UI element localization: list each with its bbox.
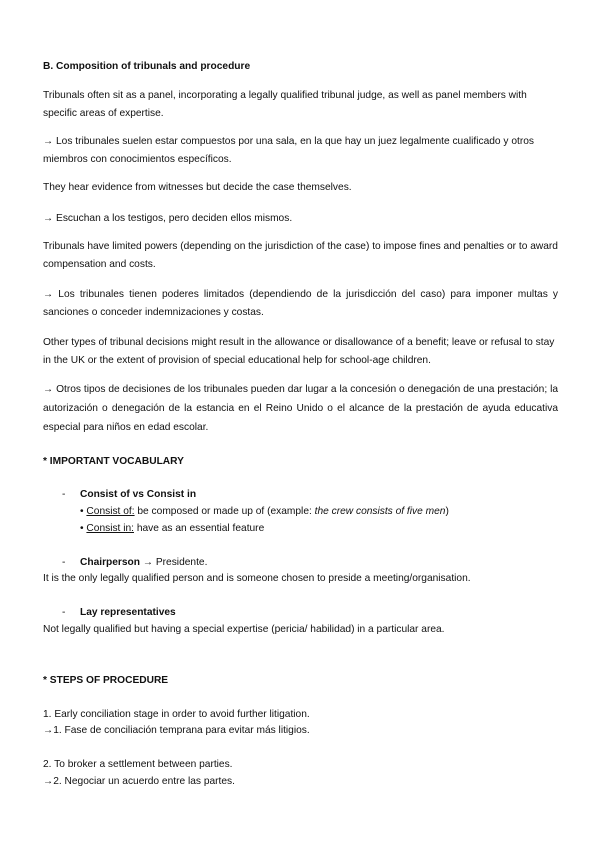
consist-of-text: be composed or made up of (example:: [134, 506, 315, 517]
paragraph-es-2: → Escuchan a los testigos, pero deciden ellos mismos.: [43, 213, 293, 224]
paragraph-es-4: → Otros tipos de decisiones de los tribunales pueden dar lugar a la concesión o denegación de una prestación; la autorización o denegación de la estancia en el Reino Unido o el alcance de la prestación de ayuda educativa especial para niños en edad escolar.: [43, 384, 558, 433]
steps-heading: * STEPS OF PROCEDURE: [43, 675, 169, 686]
dash-marker: -: [62, 557, 66, 568]
consist-in-line: [80, 520, 264, 537]
consist-in-label: Consist in:: [86, 523, 134, 534]
paragraph-es-1: → Los tribunales suelen estar compuestos por una sala, en la que hay un juez legalmente cualificado y otros miembros con conocimientos específicos.: [43, 136, 534, 165]
dash-marker: -: [62, 489, 66, 500]
chairperson-line: [80, 554, 207, 571]
consist-of-example: the crew consists of five men: [314, 506, 446, 517]
consist-of-label: Consist of:: [86, 506, 135, 517]
chairperson-description: It is the only legally qualified person and is someone chosen to preside a meeting/organisation.: [43, 573, 471, 584]
step-item: 1. Early conciliation stage in order to avoid further litigation.: [43, 709, 310, 720]
lay-representatives-title: Lay representatives: [80, 607, 176, 618]
lay-representatives-description: Not legally qualified but having a special expertise (pericia/ habilidad) in a particular area.: [43, 624, 445, 635]
step-item: 2. To broker a settlement between parties.: [43, 759, 233, 770]
consist-of-line: [80, 503, 449, 520]
paragraph-en-1: Tribunals often sit as a panel, incorporating a legally qualified tribunal judge, as well as panel members with specific areas of expertise.: [43, 90, 527, 119]
consist-title: Consist of vs Consist in: [80, 489, 197, 500]
bullet-marker: •: [80, 506, 84, 517]
step-item: →2. Negociar un acuerdo entre las partes.: [43, 776, 235, 787]
paragraph-en-2: They hear evidence from witnesses but decide the case themselves.: [43, 182, 352, 193]
consist-in-text: have as an essential feature: [133, 523, 265, 534]
chairperson-title: Chairperson: [80, 557, 141, 568]
section-title: B. Composition of tribunals and procedure: [43, 61, 251, 72]
vocab-heading: * IMPORTANT VOCABULARY: [43, 456, 184, 467]
consist-of-close: ): [445, 506, 449, 517]
dash-marker: -: [62, 607, 66, 618]
paragraph-es-3: → Los tribunales tienen poderes limitados (dependiendo de la jurisdicción del caso) para imponer multas y sanciones o conceder indemnizaciones y costas.: [43, 289, 558, 318]
paragraph-en-4: Other types of tribunal decisions might result in the allowance or disallowance of a benefit; leave or refusal to stay in the UK or the extent of provision of special educational help for school-age children.: [43, 337, 555, 366]
chairperson-translation: → Presidente.: [140, 557, 208, 568]
bullet-marker: •: [80, 523, 84, 534]
paragraph-en-3: Tribunals have limited powers (depending on the jurisdiction of the case) to impose fines and penalties or to award compensation and costs.: [43, 241, 558, 270]
step-item: →1. Fase de conciliación temprana para evitar más litigios.: [43, 725, 310, 736]
